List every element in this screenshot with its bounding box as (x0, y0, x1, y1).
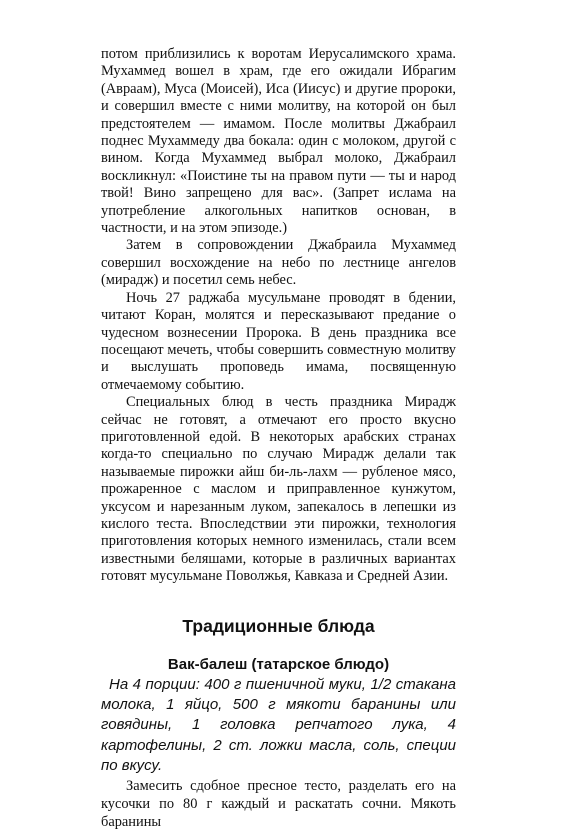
recipe-instructions: Замесить сдобное пресное тесто, разделать его на кусочки по 80 г каждый и раскатать сочни. Мякоть баранины (101, 777, 456, 830)
paragraph-ascension: Затем в сопровождении Джабраила Мухаммед совершил восхождение на небо по лестнице ангелов (мирадж) и посетил семь небес. (101, 237, 456, 289)
section-title: Традиционные блюда (182, 615, 375, 636)
paragraph-night-vigil: Ночь 27 раджаба мусульмане проводят в бдении, читают Коран, молятся и пересказывают предание о чудесном вознесении Пророка. В день праздника все посещают мечеть, чтобы совершить совместную молитву и выслушать проповедь имама, посвященную отмечаемому событию. (101, 289, 456, 393)
paragraph-special-dishes: Специальных блюд в честь праздника Мирадж сейчас не готовят, а отмечают его просто вкусно приготовленной едой. В некоторых арабских странах когда-то специально по случаю Мирадж делали так называемые пирожки айш би-ль-лахм — рубленое мясо, прожаренное с маслом и приправленное кунжутом, уксусом и нарезанным луком, запекалось в лепешки из кислого теста. Впоследствии эти пирожки, технология приготовления которых немного изменилась, стали всем известными беляшами, которые в различных вариантах готовят мусульмане Поволжья, Кавказа и Средней Азии. (101, 394, 456, 585)
paragraph-continuation: потом приблизились к воротам Иерусалимского храма. Мухаммед вошел в храм, где его ожидали Ибрагим (Авраам), Муса (Моисей), Иса (Иисус) и другие пророки, и совершил вместе с ними молитву, на которой он был предстоятелем — имамом. После молитвы Джабраил поднес Мухаммеду два бокала: один с молоком, другой с вином. Когда Мухаммед выбрал молоко, Джабраил воскликнул: «Поистине ты на правом пути — ты и народ твой! Вино запрещено для вас». (Запрет ислама на употребление алкогольных напитков основан, в частности, и на этом эпизоде.) (101, 46, 456, 237)
recipe-title: Вак-балеш (татарское блюдо) (167, 655, 390, 673)
recipe-ingredients: На 4 порции: 400 г пшеничной муки, 1/2 стакана молока, 1 яйцо, 500 г мякоти баранины или говядины, 1 головка репчатого лука, 4 картофелины, 2 ст. ложки масла, соль, специи по вкусу. (101, 675, 456, 775)
book-page (101, 46, 456, 831)
